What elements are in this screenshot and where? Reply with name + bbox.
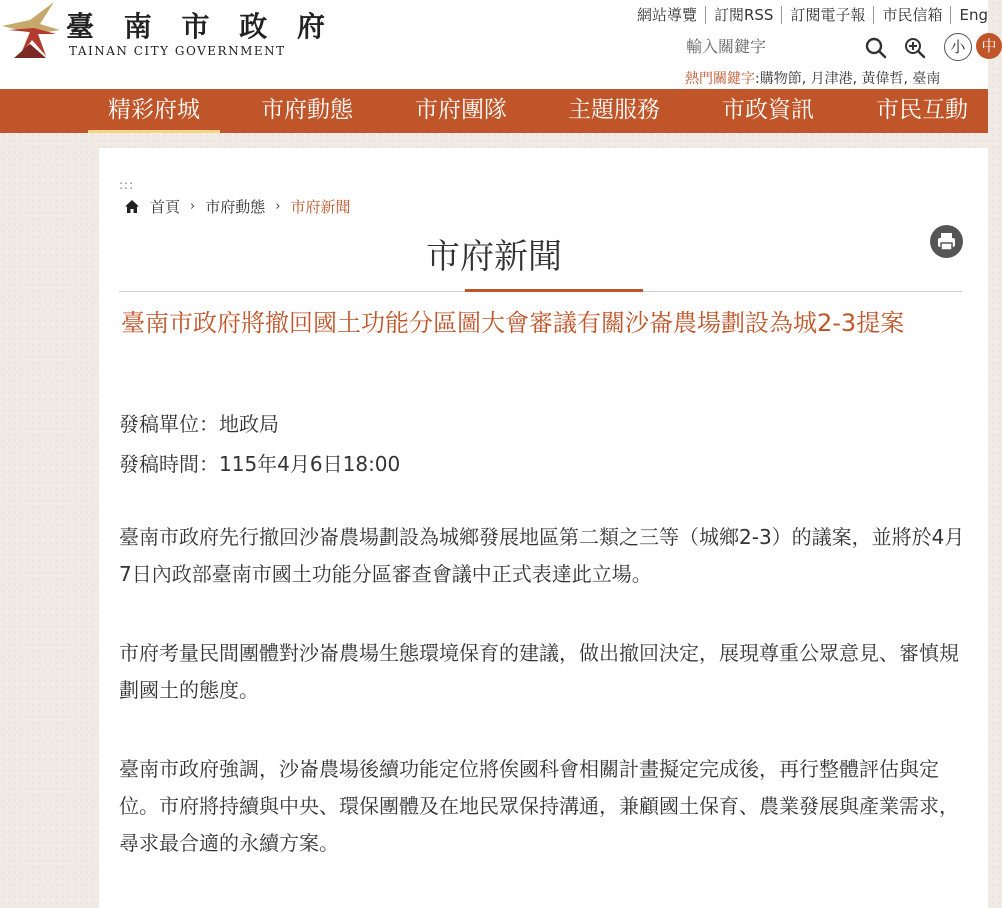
search-icon[interactable] bbox=[864, 36, 888, 60]
nav-item-municipal-info[interactable]: 市政資訊 bbox=[722, 97, 814, 123]
printer-icon bbox=[930, 225, 963, 258]
article-paragraph: 市府考量民間團體對沙崙農場生態環境保育的建議，做出撤回決定，展現尊重公眾意見、審慎規劃國土的態度。 bbox=[119, 641, 959, 702]
top-link-rss[interactable]: 訂閱RSS bbox=[706, 6, 782, 24]
nav-item-citizen-interaction[interactable]: 市民互動 bbox=[876, 97, 968, 123]
search-input[interactable] bbox=[678, 32, 862, 60]
logo-chinese-name: 臺 南 市 政 府 bbox=[66, 10, 335, 43]
print-button[interactable] bbox=[930, 225, 963, 258]
breadcrumb-home[interactable]: 首頁 bbox=[150, 198, 181, 216]
font-size-medium-button[interactable]: 中 bbox=[976, 33, 1002, 59]
page-title: 市府新聞 bbox=[426, 237, 562, 277]
font-size-small-button[interactable]: 小 bbox=[944, 33, 972, 61]
breadcrumb bbox=[124, 196, 350, 217]
main-nav bbox=[0, 89, 988, 133]
advanced-search-icon[interactable] bbox=[903, 36, 927, 60]
site-logo[interactable] bbox=[0, 0, 335, 70]
article-title: 臺南市政府將撤回國土功能分區圖大會審議有關沙崙農場劃設為城2-3提案 bbox=[121, 309, 905, 337]
site-header bbox=[0, 0, 997, 89]
top-link-english[interactable]: Eng bbox=[959, 6, 988, 24]
top-links bbox=[629, 6, 988, 24]
nav-item-government-team[interactable]: 市府團隊 bbox=[415, 97, 507, 123]
chevron-right-icon: › bbox=[190, 199, 196, 214]
hot-keywords-label: 熱門關鍵字 bbox=[685, 71, 755, 87]
title-accent-bar bbox=[465, 289, 643, 292]
logo-english-name: TAINAN CITY GOVERNMENT bbox=[69, 44, 286, 58]
chevron-right-icon: › bbox=[275, 199, 281, 214]
article-paragraph: 臺南市政府先行撤回沙崙農場劃設為城鄉發展地區第二類之三等（城鄉2-3）的議案，並將於4月7日內政部臺南市國土功能分區審查會議中正式表達此立場。 bbox=[119, 525, 965, 586]
top-link-mailbox[interactable]: 市民信箱 bbox=[874, 6, 951, 24]
breadcrumb-current[interactable]: 市府新聞 bbox=[290, 198, 351, 216]
article-time: 發稿時間：115年4月6日18:00 bbox=[119, 452, 401, 476]
article-unit: 發稿單位：地政局 bbox=[119, 412, 279, 436]
nav-item-theme-services[interactable]: 主題服務 bbox=[568, 97, 660, 123]
top-link-newsletter[interactable]: 訂閱電子報 bbox=[782, 6, 874, 24]
breadcrumb-government-news[interactable]: 市府動態 bbox=[205, 198, 266, 216]
accesskey-marker[interactable]: ::: bbox=[119, 178, 135, 192]
nav-item-government-news[interactable]: 市府動態 bbox=[261, 97, 353, 123]
hot-keywords-list[interactable]: :購物節, 月津港, 黃偉哲, 臺南 bbox=[755, 71, 941, 87]
city-emblem-icon bbox=[0, 0, 62, 62]
home-icon bbox=[124, 199, 140, 214]
hot-keywords bbox=[685, 68, 940, 88]
top-link-sitemap[interactable]: 網站導覽 bbox=[629, 6, 706, 24]
nav-item-tainan-highlights[interactable]: 精彩府城 bbox=[88, 89, 220, 133]
article-paragraph: 臺南市政府強調，沙崙農場後續功能定位將俟國科會相關計畫擬定完成後，再行整體評估與定位。市府將持續與中央、環保團體及在地民眾保持溝通，兼顧國土保育、農業發展與產業需求，尋求最合適的永續方案。 bbox=[119, 757, 959, 855]
